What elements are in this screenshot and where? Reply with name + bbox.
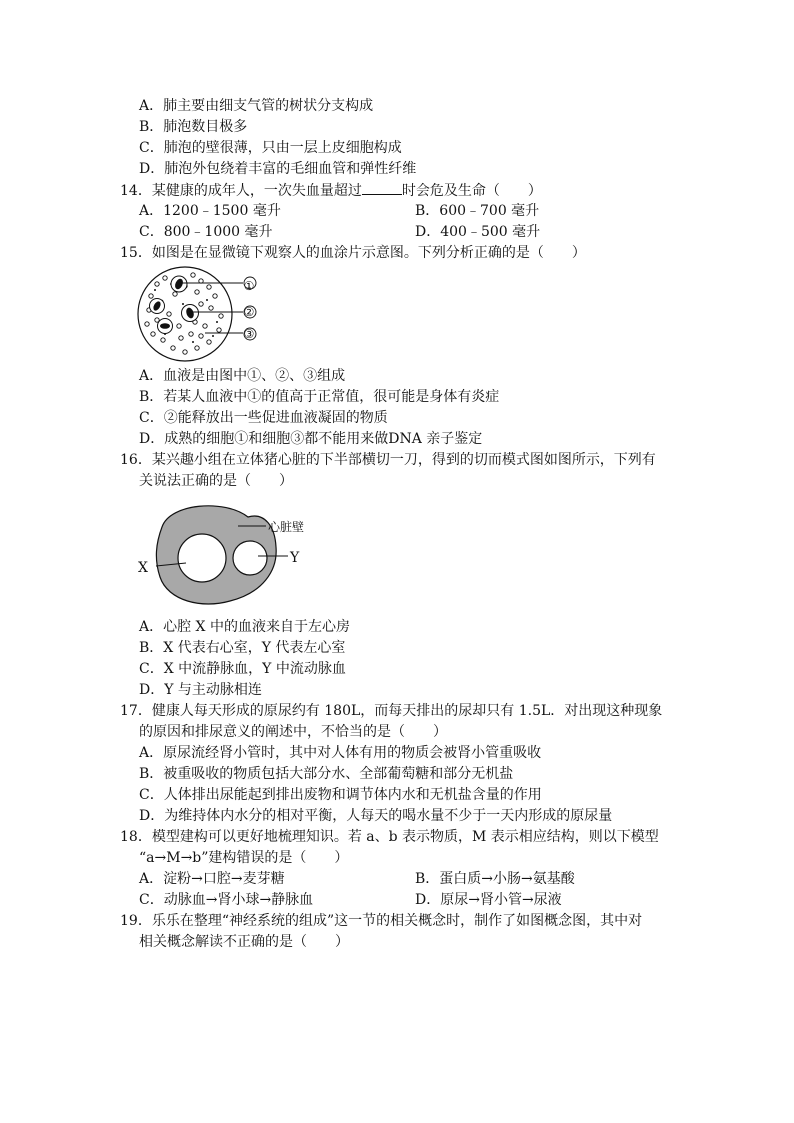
- chamber-y-label: Y: [290, 550, 300, 566]
- q13-option-c: C．肺泡的壁很薄，只由一层上皮细胞构成: [139, 140, 402, 156]
- q15-option-d: D．成熟的细胞①和细胞③都不能用来做DNA 亲子鉴定: [139, 431, 483, 447]
- q13-option-a: A．肺主要由细支气管的树状分支构成: [139, 98, 374, 114]
- figure-label-2: ②: [243, 305, 255, 319]
- q16-option-a: A．心腔 X 中的血液来自于左心房: [139, 619, 350, 635]
- q17-stem-line1: 17．健康人每天形成的原尿约有 180L，而每天排出的尿却只有 1.5L．对出现这种现象: [120, 703, 663, 719]
- q13-option-d: D．肺泡外包绕着丰富的毛细血管和弹性纤维: [139, 161, 417, 177]
- q17-stem-line2: 的原因和排尿意义的阐述中，不恰当的是（ ）: [139, 724, 447, 740]
- q14-stem-before: 14．某健康的成年人，一次失血量超过: [120, 183, 362, 199]
- chamber-x: [178, 534, 226, 582]
- q15-option-a: A．血液是由图中①、②、③组成: [139, 368, 346, 384]
- q16-option-d: D．Y 与主动脉相连: [139, 682, 262, 698]
- q18-option-c: C．动脉血→肾小球→静脉血: [139, 892, 314, 908]
- q14-option-a: A．1200﹣1500 毫升: [139, 203, 281, 219]
- q17-option-b: B．被重吸收的物质包括大部分水、全部葡萄糖和部分无机盐: [139, 766, 514, 782]
- q17-option-a: A．原尿流经肾小管时，其中对人体有用的物质会被肾小管重吸收: [139, 745, 542, 761]
- q18-stem-line1: 18．模型建构可以更好地梳理知识。若 a、b 表示物质，M 表示相应结构，则以下模型: [120, 829, 659, 845]
- figure-label-1: ①: [243, 279, 255, 293]
- q14-option-d: D．400﹣500 毫升: [415, 224, 541, 240]
- q15-option-b: B．若某人血液中①的值高于正常值，很可能是身体有炎症: [139, 389, 500, 405]
- q14-blank: [362, 180, 402, 195]
- q15-stem: 15．如图是在显微镜下观察人的血涂片示意图。下列分析正确的是（ ）: [120, 245, 586, 261]
- heart-wall-label: 心脏壁: [268, 520, 305, 534]
- q16-stem-line1: 16．某兴趣小组在立体猪心脏的下半部横切一刀，得到的切而模式图如图所示，下列有: [120, 452, 656, 468]
- q19-stem-line1: 19．乐乐在整理“神经系统的组成”这一节的相关概念时，制作了如图概念图，其中对: [120, 913, 643, 929]
- q18-stem-line2: “a→M→b”建构错误的是（ ）: [139, 850, 349, 866]
- q18-option-b: B．蛋白质→小肠→氨基酸: [415, 871, 575, 887]
- q18-option-a: A．淀粉→口腔→麦芽糖: [139, 871, 285, 887]
- q15-option-c: C．②能释放出一些促进血液凝固的物质: [139, 410, 388, 426]
- chamber-y: [233, 541, 267, 575]
- q14-stem: [120, 180, 542, 201]
- q14-stem-after: 时会危及生命（ ）: [401, 183, 542, 199]
- q16-option-b: B．X 代表右心室，Y 代表左心室: [139, 640, 346, 656]
- q17-option-c: C．人体排出尿能起到排出废物和调节体内水和无机盐含量的作用: [139, 787, 542, 803]
- figure-label-3: ③: [243, 327, 255, 341]
- q17-option-d: D．为维持体内水分的相对平衡，人每天的喝水量不少于一天内形成的原尿量: [139, 808, 613, 824]
- q13-option-b: B．肺泡数目极多: [139, 119, 248, 135]
- q18-option-d: D．原尿→肾小管→尿液: [415, 892, 562, 908]
- q14-option-c: C．800﹣1000 毫升: [139, 224, 273, 240]
- q16-option-c: C．X 中流静脉血，Y 中流动脉血: [139, 661, 346, 677]
- chamber-x-label: X: [138, 560, 148, 576]
- q14-option-b: B．600﹣700 毫升: [415, 203, 540, 219]
- heart-cross-section-figure: [130, 497, 330, 612]
- q19-stem-line2: 相关概念解读不正确的是（ ）: [139, 934, 349, 950]
- q16-stem-line2: 关说法正确的是（ ）: [139, 473, 293, 489]
